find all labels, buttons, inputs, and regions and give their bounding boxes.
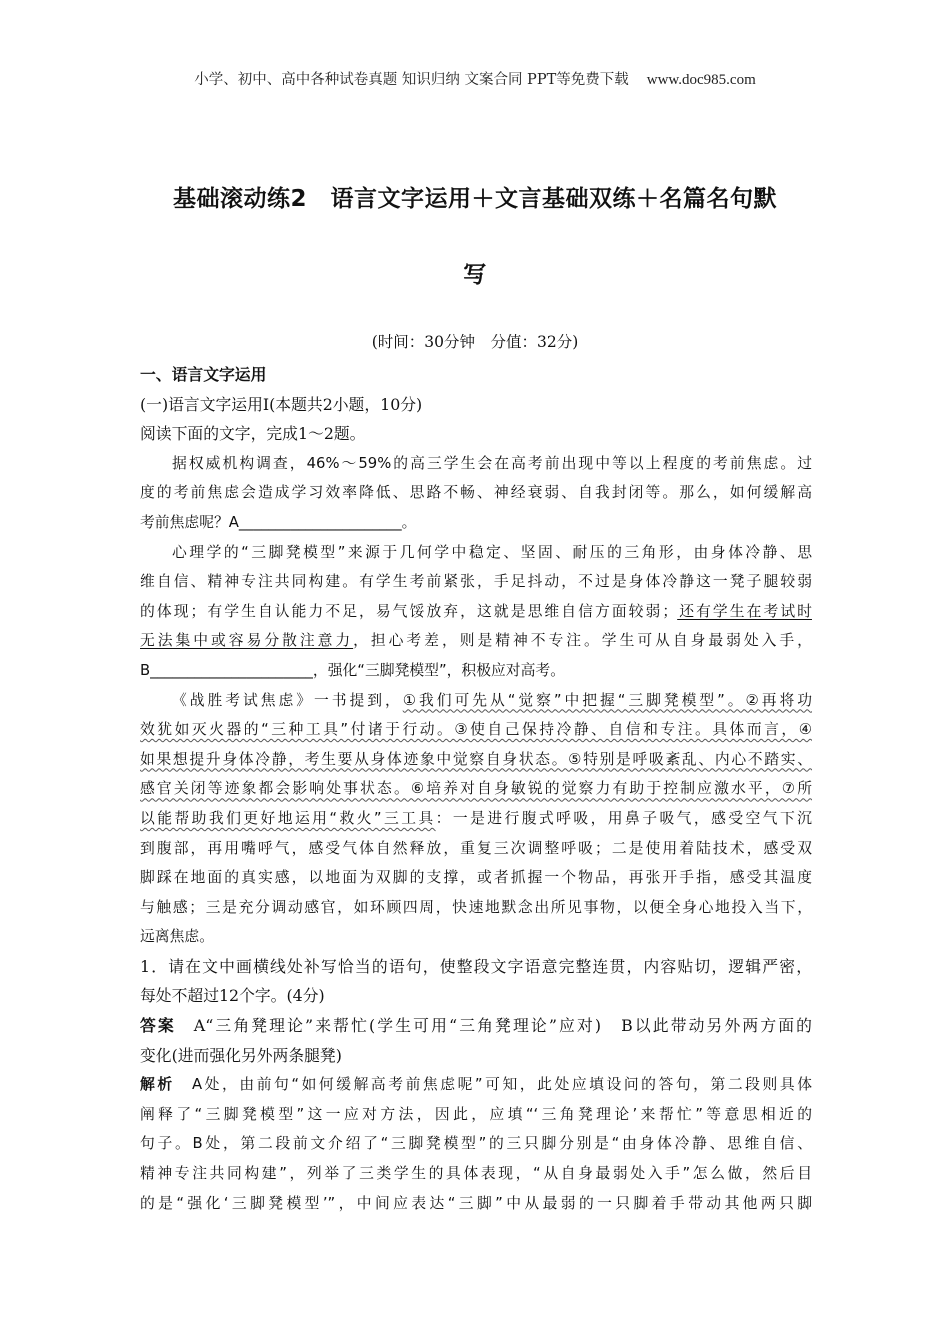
page-title-continued: 写: [463, 262, 487, 288]
text-line: [140, 1159, 812, 1189]
text-segment: 每处不超过12个字。(4分): [140, 986, 325, 1006]
text-line: [140, 567, 812, 597]
text-line: [140, 1011, 812, 1041]
text-segment: ：一是进行腹式呼吸，用鼻子吸气，感受空气下沉: [435, 809, 812, 827]
text-segment: 度的考前焦虑会造成学习效率降低、思路不畅、神经衰弱、自我封闭等。那么，如何缓解高: [140, 484, 812, 502]
text-segment: 1．请在文中画横线处补写恰当的语句，使整段文字语意完整连贯，内容贴切，逻辑严密，: [140, 956, 812, 976]
text-line: [140, 360, 812, 390]
bold-label: 一、语言文字运用: [140, 365, 267, 384]
text-line: [140, 1100, 812, 1130]
text-line: [140, 390, 812, 420]
text-line: [140, 981, 812, 1011]
wavy-underlined-text: ①我们可先从“觉察”中把握“三脚凳模型”。②再将功: [402, 691, 812, 709]
text-segment: 远离焦虑。: [140, 928, 214, 946]
wavy-underlined-text: 感官关闭等迹象都会影响处事状态。⑥培养对自身敏锐的觉察力有助于控制应激水平，⑦所: [140, 780, 812, 798]
header-site: www.doc985.com: [646, 72, 756, 88]
text-line: [140, 834, 812, 864]
text-segment: 维自信、精神专注共同构建。有学生考前紧张，手足抖动，不过是身体冷静这一凳子腿较弱: [140, 573, 812, 591]
wavy-underlined-text: 以能帮助我们更好地运用“救火”三工具: [140, 809, 436, 827]
text-segment: 心理学的“三脚凳模型”来源于几何学中稳定、坚固、耐压的三角形，由身体冷静、思: [172, 543, 812, 561]
text-line: [140, 538, 812, 568]
text-line: [140, 863, 812, 893]
text-line: [140, 656, 812, 686]
text-segment: 的体现；有学生自认能力不足，易气馁放弃，这就是思维自信方面较弱；: [140, 602, 678, 620]
text-line: [140, 1129, 812, 1159]
text-segment: 变化(进而强化另外两条腿凳): [140, 1045, 342, 1065]
wavy-underlined-text: 如果想提升身体冷静，考生要从身体迹象中觉察自身状态。⑤特别是呼吸紊乱、内心不踏实、: [140, 750, 812, 768]
text-segment: 《战胜考试焦虑》一书提到，: [172, 691, 403, 709]
bold-label: 解析: [140, 1076, 175, 1094]
text-segment: 据权威机构调查，46%～59%的高三学生会在高考前出现中等以上程度的考前焦虑。过: [172, 454, 812, 472]
text-segment: A处，由前句“如何缓解高考前焦虑呢”可知，此处应填设问的答句，第二段则具体: [174, 1076, 812, 1094]
text-line: [140, 893, 812, 923]
text-segment: 阅读下面的文字，完成1～2题。: [140, 424, 366, 444]
text-segment: (一)语言文字运用Ⅰ(本题共2小题，10分): [140, 394, 423, 414]
text-line: [140, 774, 812, 804]
text-line: [140, 597, 812, 627]
text-line: [140, 804, 812, 834]
text-line: [140, 1189, 812, 1219]
text-line: [140, 952, 812, 982]
text-segment: 精神专注共同构建”，列举了三类学生的具体表现，“从自身最弱处入手”怎么做，然后目: [140, 1165, 812, 1183]
text-segment: 句子。B处，第二段前文介绍了“三脚凳模型”的三只脚分别是“由身体冷静、思维自信、: [140, 1135, 812, 1153]
text-line: [140, 686, 812, 716]
text-line: [140, 1070, 812, 1100]
text-line: [140, 715, 812, 745]
page-header: [0, 68, 950, 89]
text-line: [140, 1041, 812, 1071]
page-title: 基础滚动练2 语言文字运用＋文言基础双练＋名篇名句默: [172, 186, 777, 212]
text-segment: ，担心考差，则是精神不专注。学生可从自身最弱处入手，: [353, 632, 812, 650]
text-line: [140, 508, 812, 538]
solid-underlined-text: 无法集中或容易分散注意力: [140, 632, 354, 650]
document-body: [140, 360, 812, 1218]
header-text: 小学、初中、高中各种试卷真题 知识归纳 文案合同 PPT等免费下载: [194, 72, 629, 88]
text-segment: A“三角凳理论”来帮忙(学生可用“三角凳理论”应对) B以此带动另外两方面的: [175, 1016, 812, 1036]
text-line: [140, 745, 812, 775]
text-segment: B______________________，强化“三脚凳模型”，积极应对高考。: [140, 661, 565, 679]
text-segment: 的是“强化‘三脚凳模型’”，中间应表达“三脚”中从最弱的一只脚着手带动其他两只脚: [140, 1194, 812, 1212]
solid-underlined-text: 还有学生在考试时: [677, 602, 812, 620]
bold-label: 答案: [140, 1016, 176, 1036]
text-line: [140, 626, 812, 656]
text-segment: 到腹部，再用嘴呼气，感受气体自然释放，重复三次调整呼吸；二是使用着陆技术，感受双: [140, 839, 812, 857]
text-segment: 与触感；三是充分调动感官，如环顾四周，快速地默念出所见事物，以便全身心地投入当下，: [140, 898, 812, 916]
text-line: [140, 478, 812, 508]
text-line: [140, 419, 812, 449]
text-segment: 考前焦虑呢？A______________________。: [140, 513, 417, 531]
time-score-info: (时间：30分钟 分值：32分): [371, 333, 579, 351]
text-line: [140, 922, 812, 952]
text-segment: 阐释了“三脚凳模型”这一应对方法，因此，应填“‘三角凳理论’来帮忙”等意思相近的: [140, 1105, 812, 1123]
text-line: [140, 449, 812, 479]
wavy-underlined-text: 效犹如灭火器的“三种工具”付诸于行动。③使自己保持冷静、自信和专注。具体而言，④: [140, 721, 812, 739]
text-segment: 脚踩在地面的真实感，以地面为双脚的支撑，或者抓握一个物品，再张开手指，感受其温度: [140, 869, 812, 887]
